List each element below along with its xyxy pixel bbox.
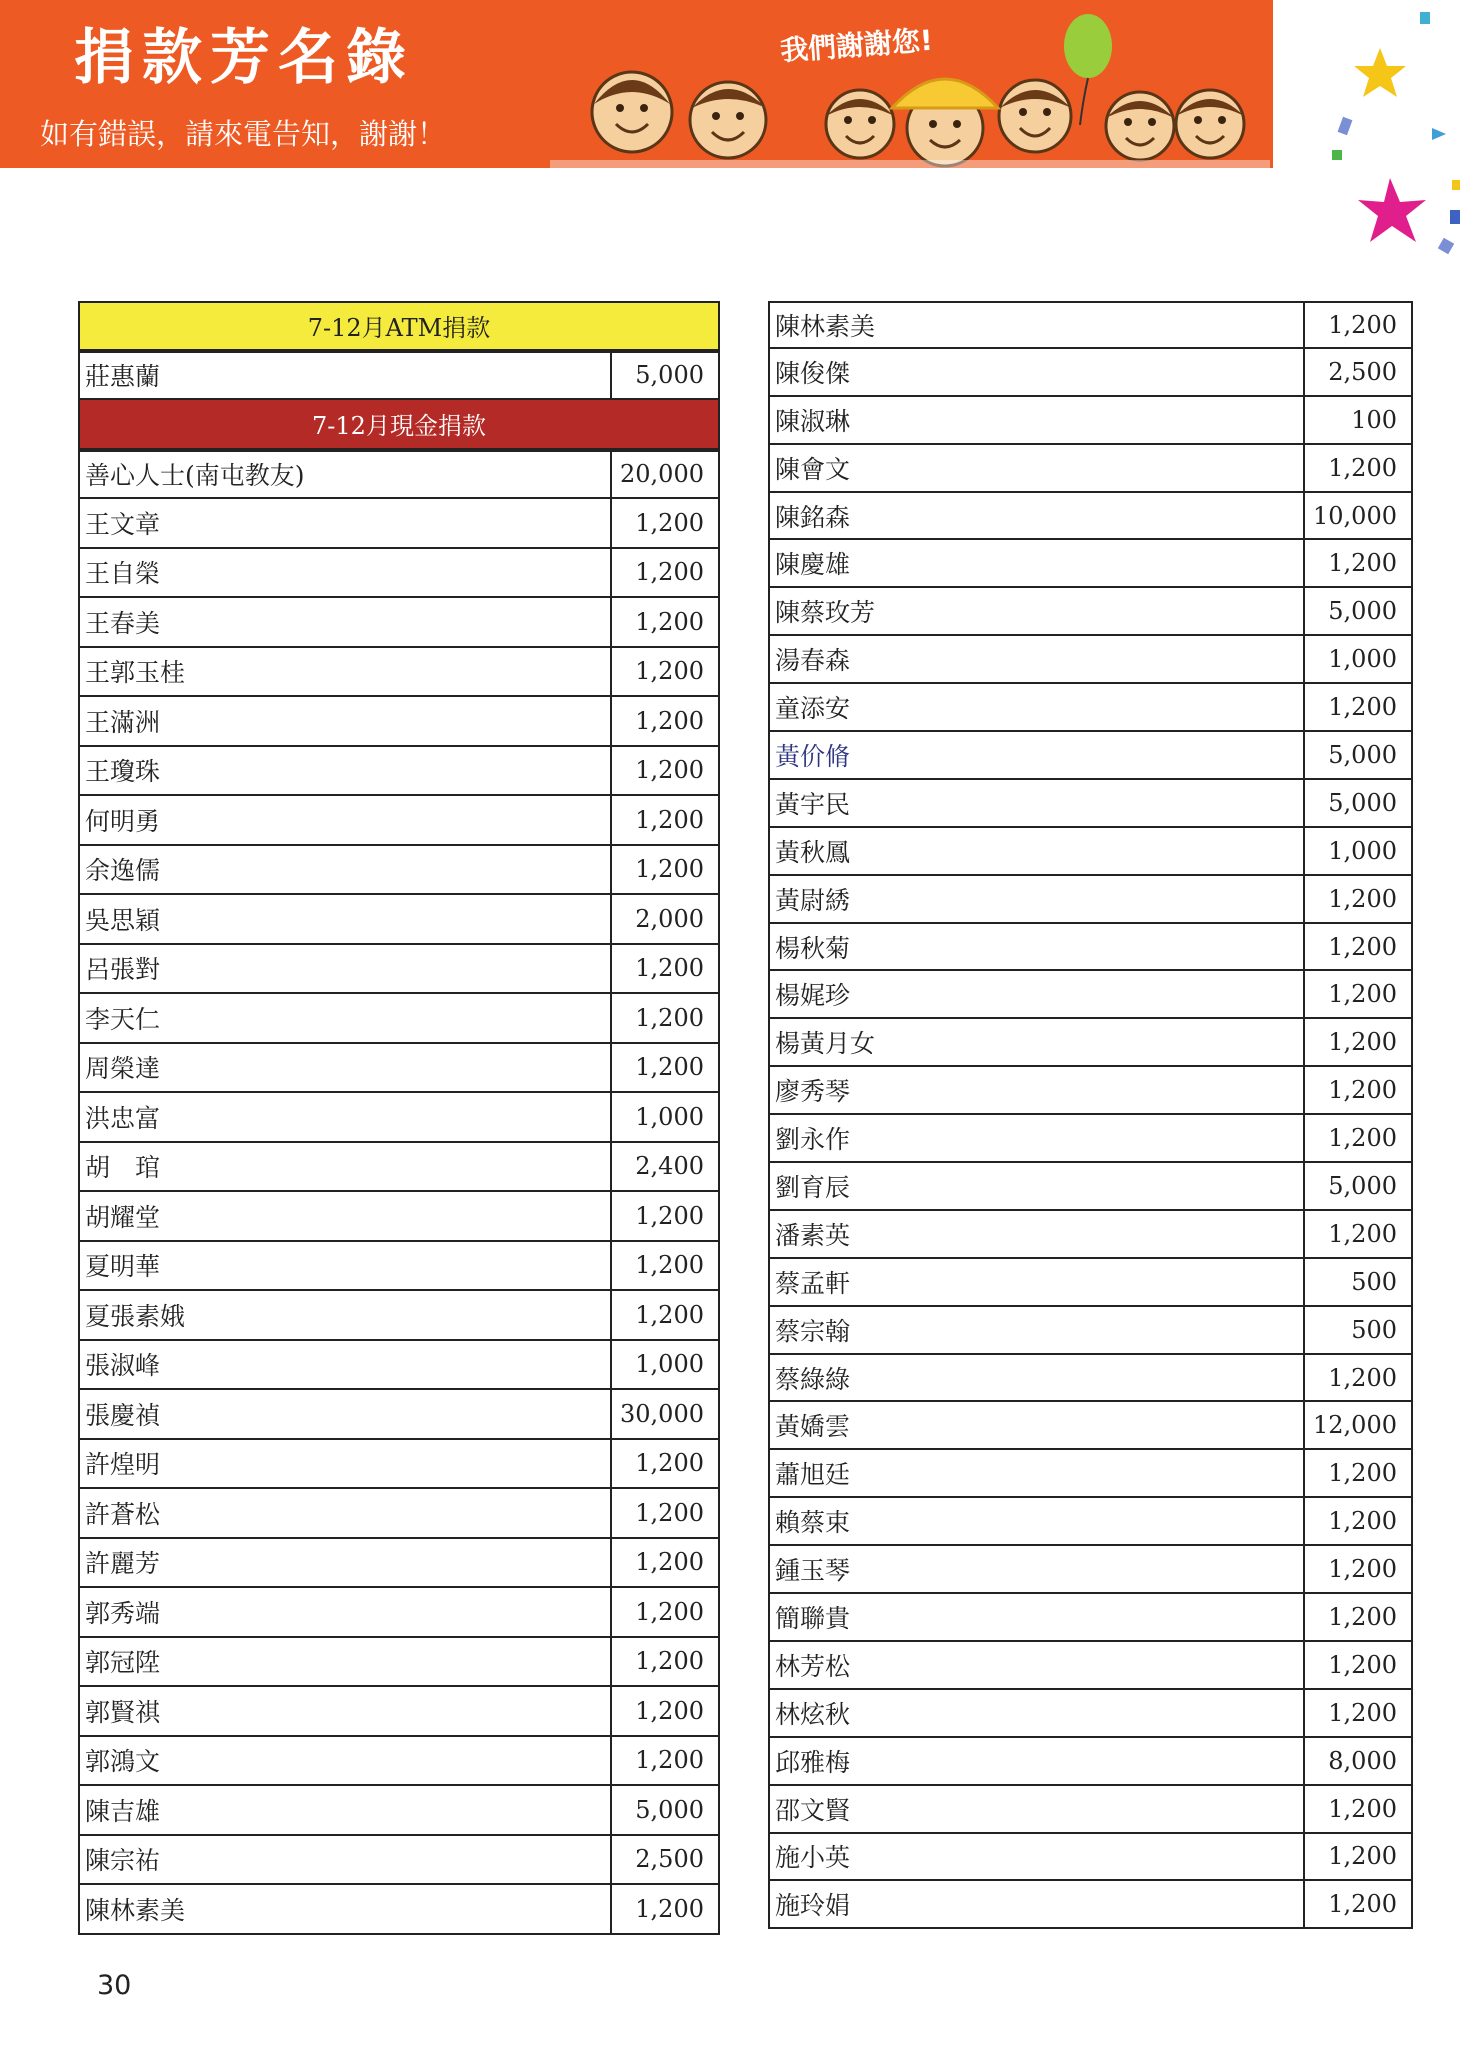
donor-name: 許麗芳 [85, 1549, 161, 1579]
table-row [78, 1242, 720, 1292]
donor-name: 莊惠蘭 [85, 362, 161, 392]
atm-section-header [78, 301, 720, 351]
donor-name: 黃秋鳳 [775, 837, 851, 867]
donor-name: 王自榮 [85, 559, 161, 589]
donation-amount: 1,200 [1303, 971, 1411, 1017]
donor-name: 陳宗祐 [85, 1846, 161, 1876]
donation-amount: 1,200 [1303, 1690, 1411, 1736]
donor-name: 陳林素美 [775, 311, 876, 341]
table-row [78, 1836, 720, 1886]
donor-name: 陳吉雄 [85, 1796, 161, 1826]
page-subtitle: 如有錯誤，請來電告知，謝謝！ [40, 117, 447, 151]
donor-name: 王春美 [85, 608, 161, 638]
table-row [768, 924, 1413, 972]
donor-name: 胡 琯 [85, 1153, 161, 1183]
table-row [78, 1737, 720, 1787]
table-row [78, 598, 720, 648]
donation-amount: 1,000 [610, 1341, 718, 1389]
table-row [768, 732, 1413, 780]
donation-amount: 1,200 [1303, 303, 1411, 347]
donor-name: 邱雅梅 [775, 1747, 851, 1777]
table-row [768, 493, 1413, 541]
donor-name: 施小英 [775, 1843, 851, 1873]
table-row [78, 351, 720, 401]
donation-amount: 1,200 [1303, 684, 1411, 730]
table-row [768, 1546, 1413, 1594]
table-row [768, 397, 1413, 445]
donation-amount: 2,400 [610, 1143, 718, 1191]
table-row [768, 1307, 1413, 1355]
table-row [768, 1786, 1413, 1834]
table-row [768, 1881, 1413, 1929]
page-number: 30 [97, 1970, 132, 2001]
donation-amount: 1,200 [1303, 1546, 1411, 1592]
donor-name: 郭鴻文 [85, 1747, 161, 1777]
left-donor-table [78, 301, 720, 1935]
table-row [768, 1450, 1413, 1498]
donation-amount: 5,000 [1303, 732, 1411, 778]
donor-name: 邵文賢 [775, 1795, 851, 1825]
table-row [78, 1093, 720, 1143]
donor-name: 黃嬌雲 [775, 1412, 851, 1442]
donation-amount: 1,000 [1303, 828, 1411, 874]
donor-name: 許煌明 [85, 1450, 161, 1480]
donation-amount: 1,200 [1303, 445, 1411, 491]
thanks-text: 我們謝謝您! [779, 23, 934, 68]
donation-amount: 1,200 [610, 1737, 718, 1785]
donation-amount: 1,200 [1303, 1211, 1411, 1257]
donor-name: 黃尉綉 [775, 885, 851, 915]
table-row [78, 1489, 720, 1539]
donation-amount: 1,200 [610, 747, 718, 795]
donor-name: 陳銘森 [775, 502, 851, 532]
donor-name: 施玲娟 [775, 1891, 851, 1921]
table-row [78, 945, 720, 995]
donor-name: 呂張對 [85, 955, 161, 985]
donation-amount: 1,200 [610, 1440, 718, 1488]
donor-name: 楊娓珍 [775, 981, 851, 1011]
table-row [78, 796, 720, 846]
table-row [78, 1143, 720, 1193]
donation-amount: 1,000 [610, 1093, 718, 1141]
donation-amount: 5,000 [1303, 1163, 1411, 1209]
donation-amount: 10,000 [1303, 493, 1411, 539]
donation-amount: 1,200 [610, 994, 718, 1042]
table-row [768, 1355, 1413, 1403]
donor-name: 楊黃月女 [775, 1029, 876, 1059]
page-title: 捐款芳名錄 [74, 23, 414, 93]
donation-amount: 1,200 [610, 1885, 718, 1933]
donation-amount: 1,200 [610, 1539, 718, 1587]
donation-amount: 500 [1303, 1307, 1411, 1353]
donor-name: 張慶禎 [85, 1400, 161, 1430]
donation-amount: 1,200 [610, 1489, 718, 1537]
table-row [78, 895, 720, 945]
table-row [78, 499, 720, 549]
donor-name: 胡耀堂 [85, 1202, 161, 1232]
donation-amount: 1,200 [610, 648, 718, 696]
donation-amount: 2,500 [610, 1836, 718, 1884]
donor-name: 童添安 [775, 694, 851, 724]
donor-name: 潘素英 [775, 1220, 851, 1250]
donation-amount: 8,000 [1303, 1738, 1411, 1784]
donor-name: 余逸儒 [85, 856, 161, 886]
donation-amount: 1,200 [1303, 1019, 1411, 1065]
donation-amount: 20,000 [610, 452, 718, 498]
table-row [768, 1690, 1413, 1738]
table-row [768, 780, 1413, 828]
donation-amount: 1,200 [610, 549, 718, 597]
donor-name: 陳會文 [775, 454, 851, 484]
table-row [768, 1163, 1413, 1211]
donor-name: 蕭旭廷 [775, 1460, 851, 1490]
table-row [768, 1402, 1413, 1450]
donation-amount: 2,000 [610, 895, 718, 943]
donation-amount: 1,200 [610, 796, 718, 844]
donation-amount: 1,200 [1303, 1834, 1411, 1880]
donor-name: 陳俊傑 [775, 358, 851, 388]
donor-name: 廖秀琴 [775, 1077, 851, 1107]
donor-name: 蔡宗翰 [775, 1316, 851, 1346]
donation-amount: 1,200 [610, 697, 718, 745]
table-row [768, 1115, 1413, 1163]
table-row [78, 1291, 720, 1341]
donation-amount: 1,200 [610, 846, 718, 894]
table-row [768, 1594, 1413, 1642]
donor-name: 王滿洲 [85, 707, 161, 737]
table-row [768, 876, 1413, 924]
donation-amount: 1,200 [610, 1687, 718, 1735]
table-row [78, 1044, 720, 1094]
table-row [768, 971, 1413, 1019]
confetti-stars-decoration [1320, 0, 1473, 280]
donation-amount: 1,200 [1303, 540, 1411, 586]
donor-name: 黃宇民 [775, 789, 851, 819]
table-row [78, 1588, 720, 1638]
table-row [78, 747, 720, 797]
table-row [768, 828, 1413, 876]
table-row [78, 1638, 720, 1688]
table-row [78, 1341, 720, 1391]
donor-name: 劉育辰 [775, 1172, 851, 1202]
right-donor-table [768, 301, 1413, 1929]
donor-name: 善心人士(南屯教友) [85, 461, 305, 491]
table-row [768, 1498, 1413, 1546]
donor-name: 許蒼松 [85, 1499, 161, 1529]
table-row [768, 1738, 1413, 1786]
donor-name: 陳淑琳 [775, 406, 851, 436]
table-row [78, 1390, 720, 1440]
donation-amount: 12,000 [1303, 1402, 1411, 1448]
donor-name: 夏明華 [85, 1252, 161, 1282]
donation-amount: 1,200 [1303, 1642, 1411, 1688]
table-row [768, 1067, 1413, 1115]
donation-amount: 1,200 [610, 499, 718, 547]
table-row [78, 1687, 720, 1737]
donation-amount: 2,500 [1303, 349, 1411, 395]
header-banner [0, 0, 1473, 168]
table-row [768, 636, 1413, 684]
table-row [768, 1834, 1413, 1882]
donor-name: 劉永作 [775, 1125, 851, 1155]
donor-name: 林炫秋 [775, 1699, 851, 1729]
donation-amount: 1,200 [610, 1638, 718, 1686]
donor-name: 郭秀端 [85, 1598, 161, 1628]
donation-amount: 30,000 [610, 1390, 718, 1438]
donor-name: 黃价脩 [775, 741, 851, 771]
table-row [78, 648, 720, 698]
table-row [768, 540, 1413, 588]
donor-name: 鍾玉琴 [775, 1556, 851, 1586]
cash-section-title: 7-12月現金捐款 [312, 412, 486, 441]
donation-amount: 5,000 [610, 1786, 718, 1834]
donor-name: 湯春森 [775, 646, 851, 676]
donor-name: 李天仁 [85, 1004, 161, 1034]
donation-amount: 1,200 [610, 598, 718, 646]
donor-name: 陳慶雄 [775, 550, 851, 580]
donation-amount: 1,200 [1303, 876, 1411, 922]
table-row [768, 1642, 1413, 1690]
table-row [768, 1259, 1413, 1307]
donation-amount: 100 [1303, 397, 1411, 443]
donor-name: 蔡綠綠 [775, 1364, 851, 1394]
donation-amount: 1,200 [1303, 1786, 1411, 1832]
table-row [768, 1019, 1413, 1067]
table-row [78, 697, 720, 747]
donation-amount: 1,200 [1303, 1355, 1411, 1401]
donation-amount: 500 [1303, 1259, 1411, 1305]
donation-amount: 1,200 [1303, 1115, 1411, 1161]
donor-name: 蔡孟軒 [775, 1268, 851, 1298]
donor-name: 楊秋菊 [775, 933, 851, 963]
donation-amount: 1,200 [610, 1291, 718, 1339]
donor-name: 周榮達 [85, 1054, 161, 1084]
table-row [768, 445, 1413, 493]
table-row [78, 1440, 720, 1490]
table-row [768, 349, 1413, 397]
donation-amount: 5,000 [610, 353, 718, 399]
donor-name: 郭冠陞 [85, 1648, 161, 1678]
donation-amount: 5,000 [1303, 780, 1411, 826]
donor-name: 張淑峰 [85, 1351, 161, 1381]
table-row [78, 1192, 720, 1242]
cash-section-header [78, 400, 720, 450]
donor-name: 林芳松 [775, 1651, 851, 1681]
table-row [78, 1786, 720, 1836]
table-row [78, 1885, 720, 1935]
donor-name: 陳林素美 [85, 1895, 186, 1925]
donor-name: 何明勇 [85, 806, 161, 836]
donor-name: 夏張素娥 [85, 1301, 186, 1331]
table-row [768, 1211, 1413, 1259]
table-row [78, 549, 720, 599]
donation-amount: 1,200 [1303, 1594, 1411, 1640]
donation-amount: 1,200 [1303, 1881, 1411, 1927]
atm-section-title: 7-12月ATM捐款 [307, 314, 491, 343]
donor-name: 吳思穎 [85, 905, 161, 935]
table-row [768, 301, 1413, 349]
donation-amount: 1,200 [610, 1044, 718, 1092]
table-row [78, 846, 720, 896]
table-row [78, 450, 720, 500]
donation-amount: 5,000 [1303, 588, 1411, 634]
donor-name: 王瓊珠 [85, 757, 161, 787]
donor-name: 郭賢祺 [85, 1697, 161, 1727]
table-row [78, 1539, 720, 1589]
donation-amount: 1,200 [1303, 1498, 1411, 1544]
donation-amount: 1,200 [610, 1242, 718, 1290]
donation-amount: 1,200 [610, 945, 718, 993]
donor-name: 王文章 [85, 509, 161, 539]
table-row [768, 588, 1413, 636]
table-row [768, 684, 1413, 732]
donation-amount: 1,200 [1303, 1450, 1411, 1496]
donation-amount: 1,200 [610, 1192, 718, 1240]
table-row [78, 994, 720, 1044]
donation-amount: 1,200 [610, 1588, 718, 1636]
donor-name: 簡聯貴 [775, 1603, 851, 1633]
donation-amount: 1,000 [1303, 636, 1411, 682]
donation-amount: 1,200 [1303, 924, 1411, 970]
donor-name: 陳蔡玫芳 [775, 598, 876, 628]
donor-name: 賴蔡束 [775, 1508, 851, 1538]
donation-amount: 1,200 [1303, 1067, 1411, 1113]
donor-name: 洪忠富 [85, 1103, 161, 1133]
donor-name: 王郭玉桂 [85, 658, 186, 688]
